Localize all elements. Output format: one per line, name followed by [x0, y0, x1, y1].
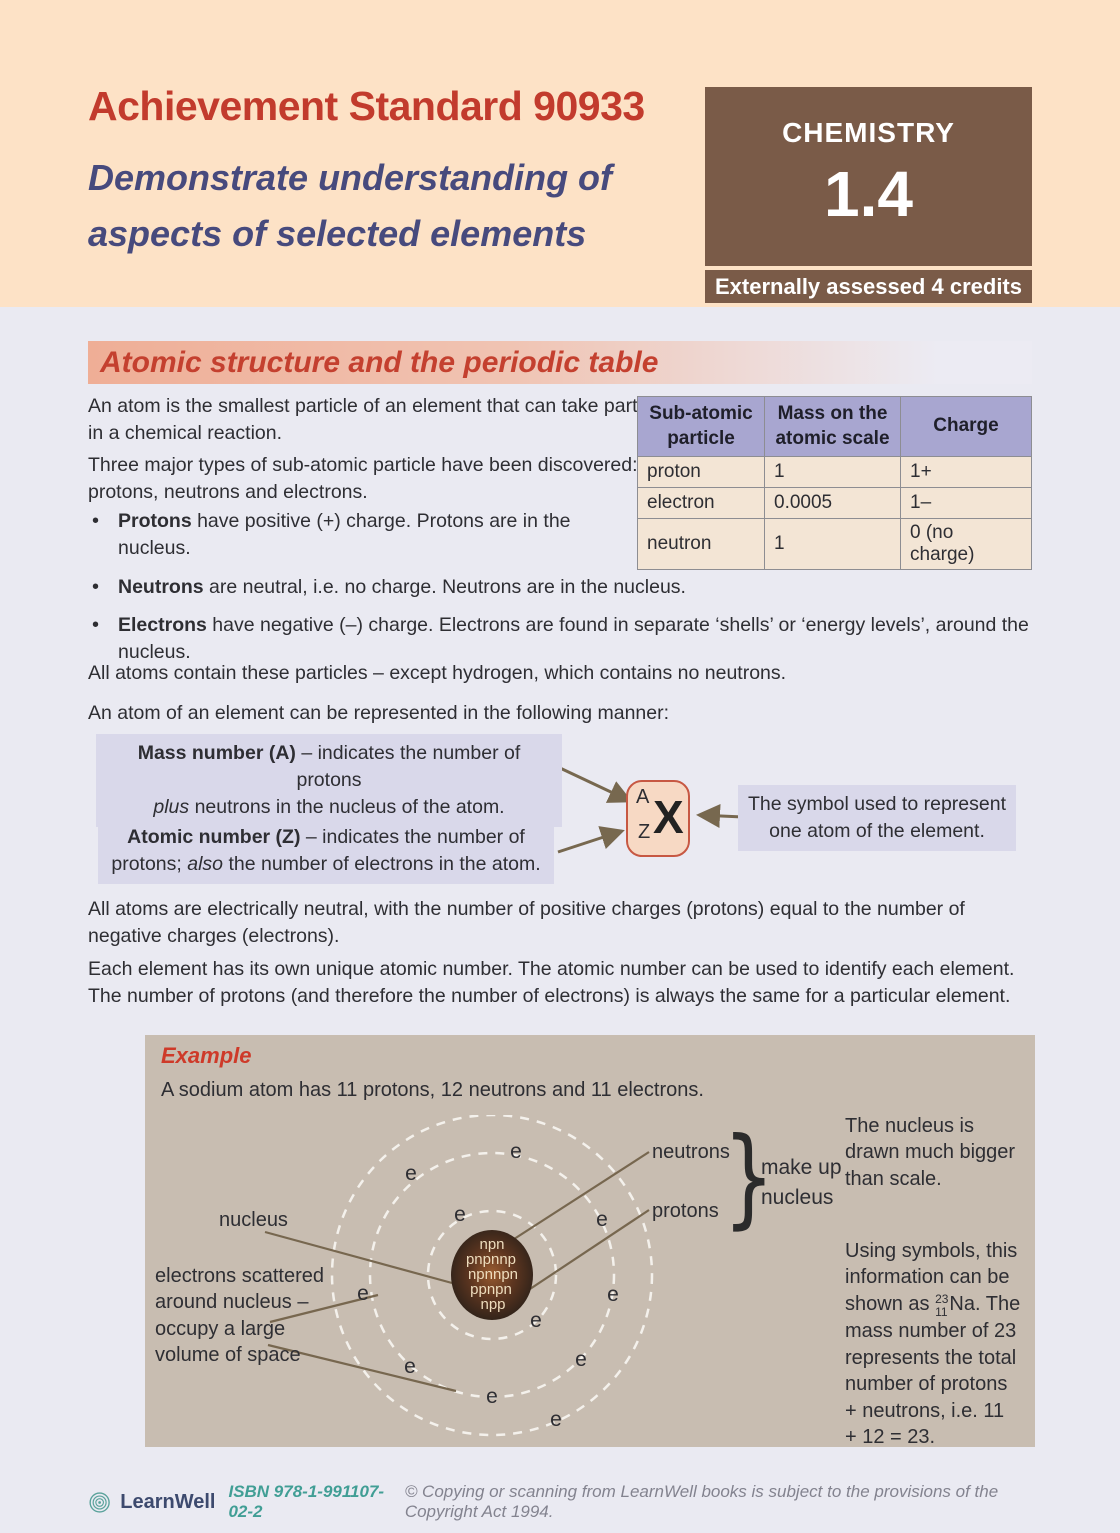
cell-mass: 0.0005 — [765, 488, 901, 519]
table-row — [638, 457, 1032, 488]
example-intro: A sodium atom has 11 protons, 12 neutrons and 11 electrons. — [161, 1079, 704, 1101]
paragraph-represented: An atom of an element can be represented in the following manner: — [88, 702, 670, 724]
bullet-text: have positive (+) charge. Protons are in the nucleus. — [118, 510, 571, 560]
atomic-number-callout — [98, 818, 554, 884]
column-header-charge: Charge — [901, 397, 1032, 457]
electrons-scattered-label: electrons scattered around nucleus – occupy a large volume of space — [155, 1265, 324, 1367]
column-header-particle: Sub-atomic particle — [638, 397, 765, 457]
cell-particle: proton — [638, 457, 765, 488]
note-symbols — [845, 1238, 1021, 1450]
paragraph-atom-definition: An atom is the smallest particle of an element that can take part in a chemical reaction. — [88, 395, 638, 445]
particle-bullet-list — [88, 508, 1038, 677]
nucleus-row: ppnpn — [470, 1281, 512, 1298]
subtitle-line-1: Demonstrate understanding of — [88, 157, 613, 198]
mass-number-term: Mass number (A) — [137, 742, 296, 764]
isotope-mass-number: 23 — [935, 1292, 949, 1307]
credits-label: 4 credits — [931, 273, 1022, 299]
subject-badge — [705, 87, 1032, 266]
brace-glyph: } — [723, 1115, 775, 1240]
bullet-text: are neutral, i.e. no charge. Neutrons are in the nucleus. — [203, 575, 686, 598]
element-symbol-letter: X — [653, 791, 684, 843]
cell-mass: 1 — [765, 519, 901, 570]
electron-label: e — [357, 1282, 369, 1305]
atomic-arrow — [558, 831, 622, 852]
standard-code: 1.4 — [824, 158, 913, 230]
electron-label: e — [607, 1283, 619, 1306]
symbol-description-callout: The symbol used to represent one atom of the element. — [738, 785, 1016, 851]
page-footer — [88, 1482, 1048, 1522]
page-title: Achievement Standard 90933 — [88, 83, 645, 129]
neutrons-label: neutrons — [652, 1141, 730, 1163]
atomic-callout-text3: the number of electrons in the atom. — [223, 852, 541, 875]
isbn-text: ISBN 978-1-991107-02-2 — [228, 1482, 385, 1521]
standard-subtitle — [88, 150, 612, 262]
electron-label: e — [404, 1355, 416, 1378]
list-item-electrons — [88, 612, 1038, 667]
note-symbols-post: . The mass number of 23 represents the total number of protons + neutrons, i.e. 11 + 12 = 23. — [845, 1292, 1021, 1448]
copyright-notice: © Copying or scanning from LearnWell books is subject to the provisions of the Copyright Act 1994. — [404, 1482, 999, 1521]
note-nucleus-scale: The nucleus is drawn much bigger than scale. — [845, 1115, 1016, 1190]
nucleus-label: nucleus — [219, 1209, 288, 1231]
atomic-callout-line-1 — [106, 824, 546, 851]
make-up-line-2: nucleus — [761, 1186, 834, 1210]
element-notation-diagram — [88, 728, 1032, 900]
column-header-mass: Mass on the atomic scale — [765, 397, 901, 457]
cell-mass: 1 — [765, 457, 901, 488]
bullet-marker: • — [92, 613, 100, 636]
nucleus-row: pnpnnp — [465, 1251, 517, 1268]
list-item-protons — [88, 508, 648, 563]
paragraph-neutral: All atoms are electrically neutral, with the number of positive charges (protons) equal to the number of negative charges (electrons). — [88, 898, 965, 948]
table-header-row — [638, 397, 1032, 457]
nucleus-row: npnnpn — [467, 1266, 519, 1283]
electron-label: e — [510, 1140, 522, 1163]
electron-label: e — [486, 1385, 498, 1408]
learnwell-spiral-logo-icon — [88, 1489, 111, 1516]
mass-callout-text: – indicates the number of protons — [295, 742, 521, 791]
bullet-text: have negative (–) charge. Electrons are found in separate ‘shells’ or ‘energy levels’, around the nucleus. — [118, 613, 1029, 664]
mass-callout-text2: neutrons in the nucleus of the atom. — [189, 795, 505, 818]
assessment-bar — [705, 270, 1032, 303]
example-box — [145, 1035, 1035, 1447]
paragraph-three-particles: Three major types of sub-atomic particle have been discovered: protons, neutrons and electrons. — [88, 454, 638, 504]
mass-number-letter: A — [636, 786, 650, 808]
bullet-term: Protons — [118, 510, 192, 532]
electron-label: e — [530, 1309, 542, 1332]
nucleus-row: npn — [479, 1236, 505, 1253]
section-heading: Atomic structure and the periodic table — [88, 341, 1032, 384]
list-item-neutrons — [88, 574, 1038, 601]
element-symbol-box — [626, 780, 690, 857]
brand-name: LearnWell — [120, 1490, 216, 1513]
atomic-number-term: Atomic number (Z) — [127, 826, 301, 848]
electron-label: e — [550, 1408, 562, 1431]
electron-label: e — [596, 1208, 608, 1231]
make-up-nucleus-label — [761, 1153, 842, 1214]
paragraph-all-atoms: All atoms contain these particles – except hydrogen, which contains no neutrons. — [88, 662, 787, 684]
symbol-arrow — [699, 815, 743, 817]
bullet-marker: • — [92, 575, 100, 598]
mass-number-callout — [96, 734, 562, 827]
mass-arrow — [560, 768, 630, 801]
cell-charge: 0 (no charge) — [901, 519, 1032, 570]
cell-particle: neutron — [638, 519, 765, 570]
bullet-term: Neutrons — [118, 575, 204, 598]
mass-callout-line-1 — [104, 740, 554, 794]
atomic-number-letter: Z — [638, 821, 651, 843]
example-label: Example — [161, 1043, 252, 1068]
isotope-element-symbol: Na — [949, 1292, 975, 1315]
nucleus-row: npp — [480, 1296, 506, 1313]
neutrons-pointer-line — [511, 1152, 649, 1241]
atomic-callout-italic: also — [187, 852, 224, 875]
atomic-callout-line-2 — [106, 851, 546, 878]
atomic-callout-text2: protons; — [111, 852, 188, 875]
protons-pointer-line — [527, 1210, 649, 1291]
make-up-line-1: make up — [761, 1156, 842, 1179]
subject-name: CHEMISTRY — [782, 117, 955, 148]
header-band — [0, 0, 1120, 307]
note-symbols-pre: Using symbols, this information can be shown as — [845, 1240, 1018, 1315]
cell-charge: 1+ — [901, 457, 1032, 488]
electron-label: e — [405, 1162, 417, 1185]
electron-label: e — [454, 1203, 466, 1226]
mass-callout-italic: plus — [153, 795, 190, 818]
cell-charge: 1– — [901, 488, 1032, 519]
isotope-atomic-number: 11 — [935, 1304, 948, 1319]
electron-label: e — [575, 1348, 587, 1371]
bullet-marker: • — [92, 510, 100, 532]
protons-label: protons — [652, 1200, 719, 1222]
subtitle-line-2: aspects of selected elements — [88, 212, 587, 254]
assessment-type: Externally assessed — [715, 273, 926, 299]
paragraph-unique-number: Each element has its own unique atomic number. The atomic number can be used to identify each element. The number of protons (and therefore the number of electrons) is always the same for a particular element. — [88, 958, 1015, 1008]
mass-callout-line-2 — [104, 794, 554, 821]
bullet-term: Electrons — [118, 613, 207, 636]
isotope-notation — [935, 1293, 948, 1318]
atomic-callout-text: – indicates the number of — [300, 826, 525, 848]
cell-particle: electron — [638, 488, 765, 519]
